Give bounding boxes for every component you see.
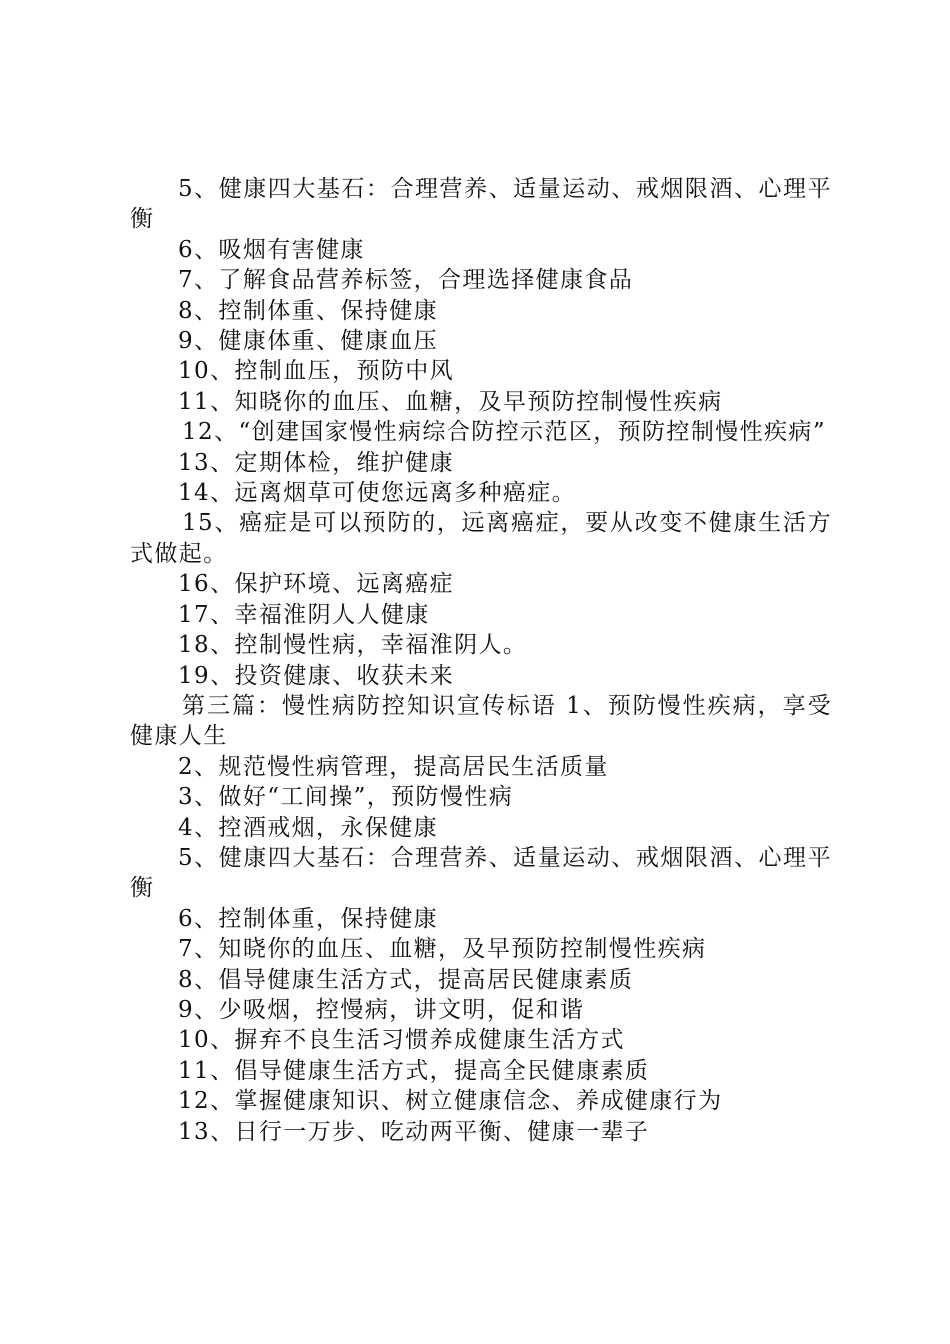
slogan-paragraph: 10、摒弃不良生活习惯养成健康生活方式 [178,1027,625,1054]
slogan-paragraph: 12、“创建国家慢性病综合防控示范区，预防控制慢性疾病” [182,419,826,446]
slogan-paragraph: 9、少吸烟，控慢病，讲文明，促和谐 [178,996,585,1023]
document-body [130,174,832,1147]
slogan-paragraph: 7、了解食品营养标签，合理选择健康食品 [178,267,634,294]
slogan-paragraph: 12、掌握健康知识、树立健康信念、养成健康行为 [178,1088,723,1115]
slogan-paragraph: 5、健康四大基石：合理营养、适量运动、戒烟限酒、心理平衡 [130,844,832,902]
slogan-paragraph: 15、癌症是可以预防的，远离癌症，要从改变不健康生活方式做起。 [130,510,832,567]
slogan-paragraph: 3、做好“工间操”，预防慢性病 [178,784,514,811]
slogan-paragraph: 6、吸烟有害健康 [178,236,365,263]
slogan-paragraph: 16、保护环境、远离癌症 [178,571,455,598]
slogan-paragraph: 13、定期体检，维护健康 [178,449,455,476]
slogan-paragraph: 7、知晓你的血压、血糖，及早预防控制慢性疾病 [178,936,707,963]
slogan-paragraph: 2、规范慢性病管理，提高居民生活质量 [178,753,609,780]
slogan-paragraph: 8、控制体重、保持健康 [178,297,439,324]
section-heading-paragraph: 第三篇：慢性病防控知识宣传标语 1、预防慢性疾病，享受健康人生 [130,692,832,750]
slogan-paragraph: 19、投资健康、收获未来 [178,662,455,689]
slogan-paragraph: 8、倡导健康生活方式，提高居民健康素质 [178,966,634,993]
slogan-paragraph: 14、远离烟草可使您远离多种癌症。 [178,480,577,507]
slogan-paragraph: 9、健康体重、健康血压 [178,328,439,355]
slogan-paragraph: 18、控制慢性病，幸福淮阴人。 [178,632,528,659]
slogan-paragraph: 13、日行一万步、吃动两平衡、健康一辈子 [178,1118,650,1145]
slogan-paragraph: 11、倡导健康生活方式，提高全民健康素质 [178,1057,650,1084]
slogan-paragraph: 6、控制体重，保持健康 [178,905,439,932]
slogan-paragraph: 5、健康四大基石：合理营养、适量运动、戒烟限酒、心理平衡 [130,176,832,233]
slogan-paragraph: 17、幸福淮阴人人健康 [178,601,430,628]
slogan-paragraph: 4、控酒戒烟，永保健康 [178,814,439,841]
slogan-paragraph: 11、知晓你的血压、血糖，及早预防控制慢性疾病 [178,388,723,415]
slogan-paragraph: 10、控制血压，预防中风 [178,358,455,385]
